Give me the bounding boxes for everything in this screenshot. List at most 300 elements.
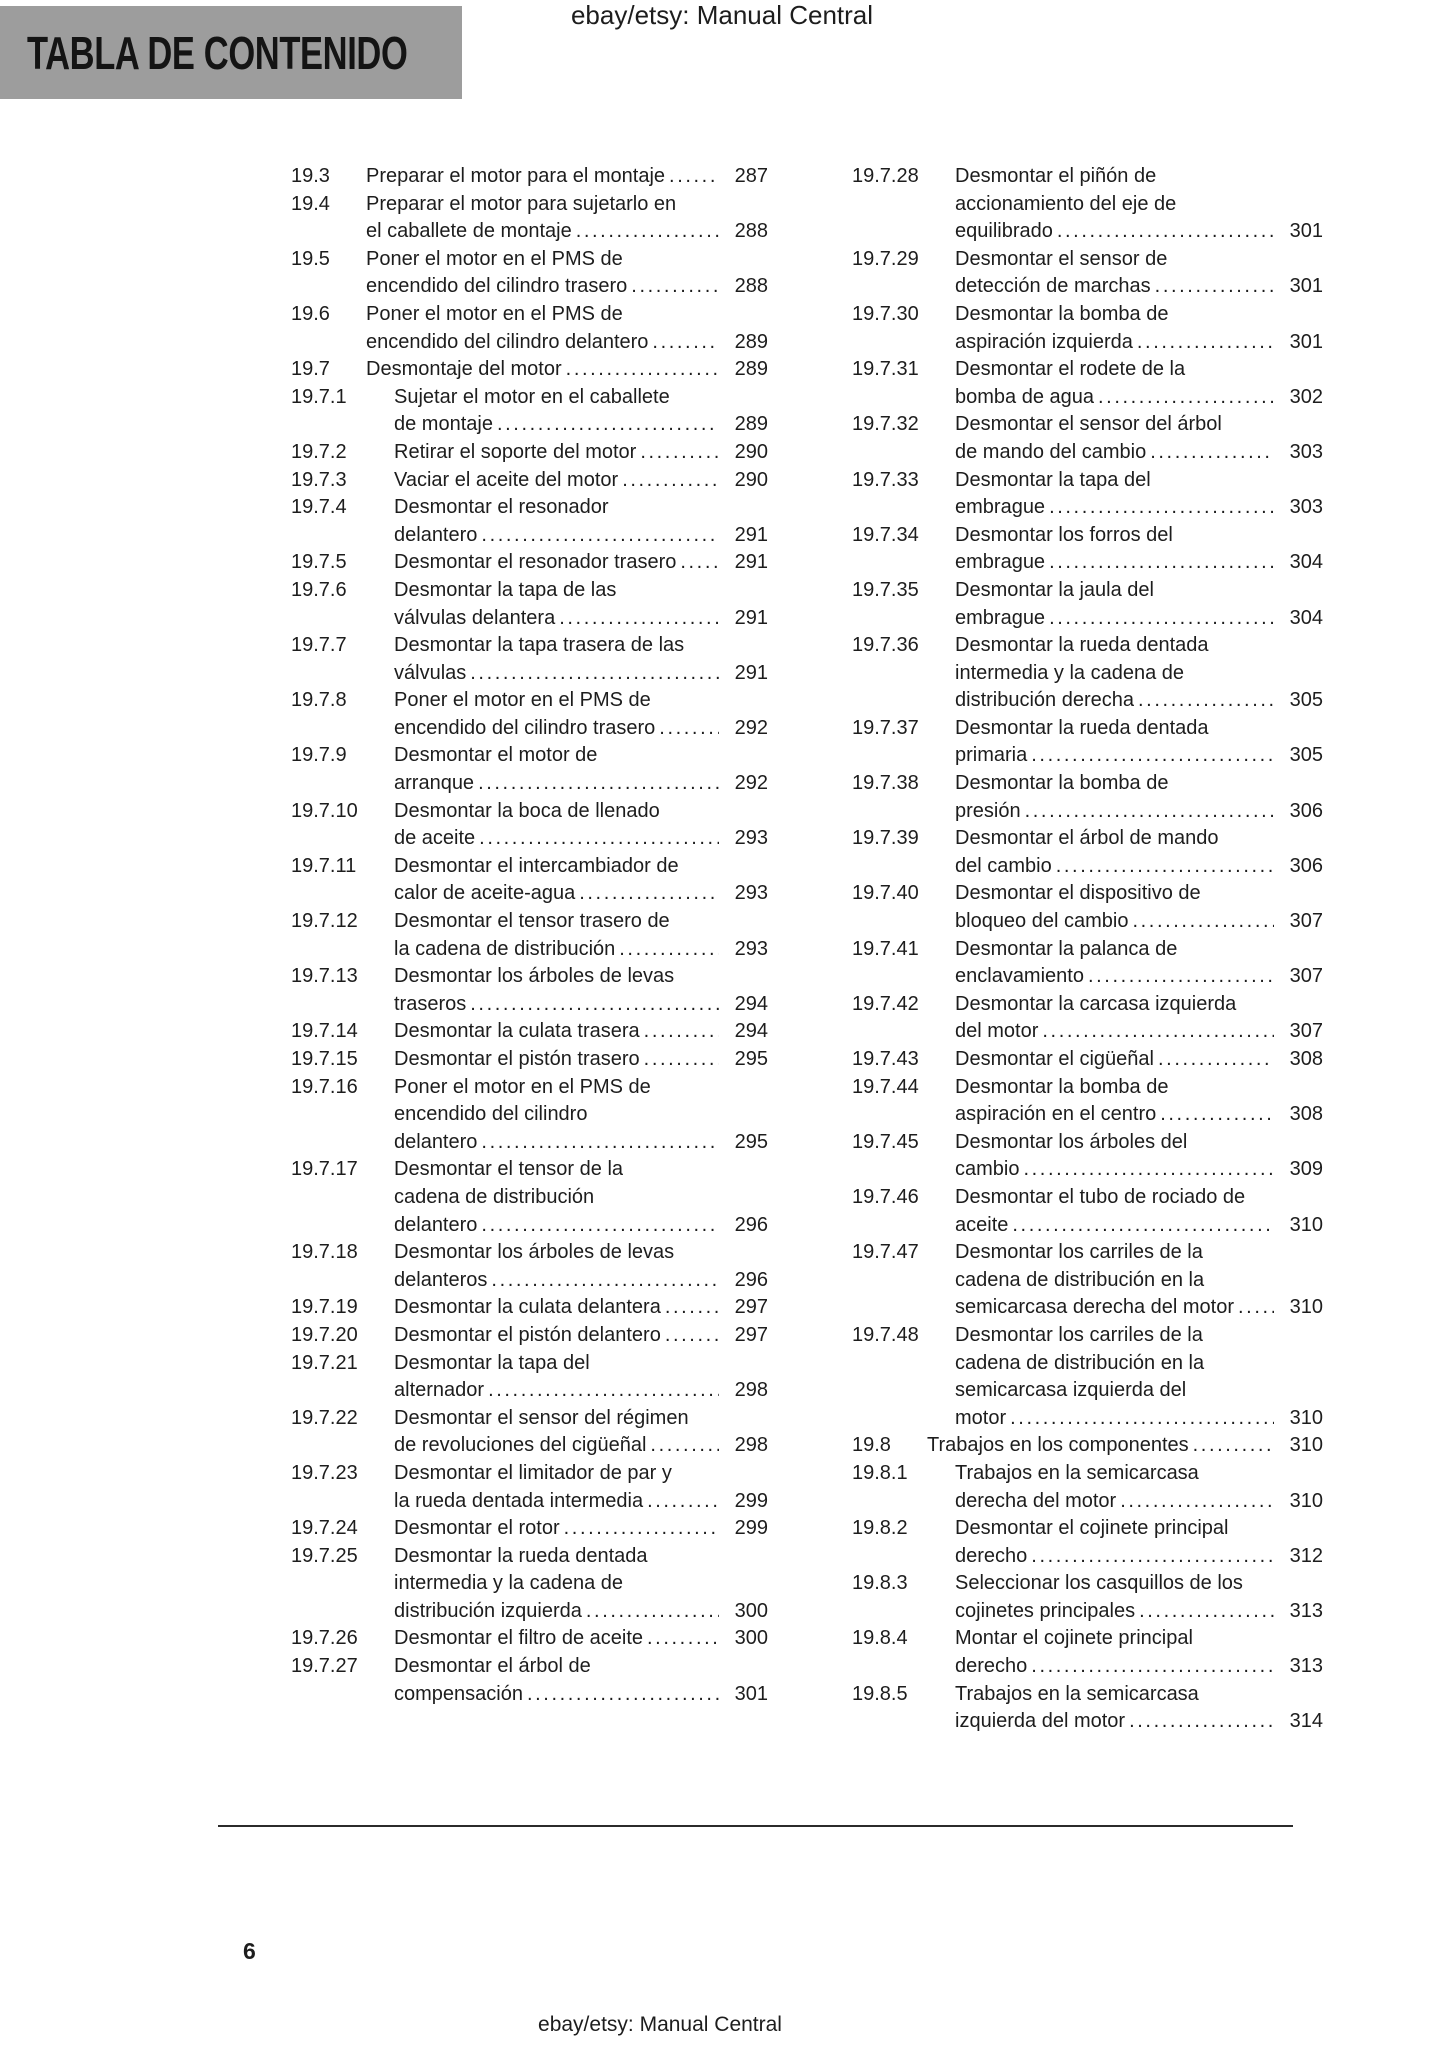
toc-entry: [852, 1322, 1323, 1432]
toc-entry-title-line: Desmontar el tubo de rociado de: [955, 1185, 1246, 1208]
toc-entry-title-line: Seleccionar los casquillos de los: [955, 1572, 1243, 1595]
dot-leader: [652, 329, 719, 357]
toc-entry: [852, 301, 1323, 356]
toc-entry: [291, 1294, 768, 1322]
dot-leader: [1158, 1046, 1274, 1074]
dot-leader: [488, 1377, 719, 1405]
toc-entry-number: 19.7.15: [291, 1048, 358, 1070]
toc-entry: [852, 632, 1323, 715]
toc-entry-page: 293: [734, 882, 768, 905]
toc-entry: [291, 1543, 768, 1626]
dot-leader: [640, 439, 719, 467]
toc-entry-number: 19.7.1: [291, 385, 347, 408]
toc-entry-title: delantero: [394, 523, 478, 546]
toc-entry: [291, 798, 768, 853]
toc-entry-number: 19.7.8: [291, 689, 347, 712]
toc-entry: [852, 770, 1323, 825]
toc-entry-title-line: Desmontar el intercambiador de: [394, 854, 679, 877]
toc-entry-title: del motor: [955, 1020, 1039, 1043]
footer-title: ebay/etsy: Manual Central: [538, 2013, 782, 2036]
toc-entry-title-line: Desmontar los carriles de la: [955, 1241, 1203, 1264]
toc-entry-number: 19.7.11: [291, 854, 357, 877]
dot-leader: [631, 273, 719, 301]
toc-entry-title-line: Desmontar la boca de llenado: [394, 799, 660, 822]
toc-entry-number: 19.7.17: [291, 1158, 358, 1181]
toc-entry-title-line: Poner el motor en el PMS de: [366, 247, 623, 270]
toc-entry-title: arranque: [394, 772, 475, 795]
toc-entry-title: la rueda dentada intermedia: [394, 1489, 644, 1512]
toc-entry: [852, 1681, 1323, 1736]
toc-entry-number: 19.5: [291, 247, 330, 270]
toc-entry: [852, 880, 1323, 935]
toc-entry: [291, 1239, 768, 1294]
toc-entry-number: 19.7.27: [291, 1655, 358, 1678]
toc-entry-title: Desmontar la culata delantera: [394, 1296, 661, 1319]
toc-entry-number: 19.7.48: [852, 1323, 919, 1346]
toc-entry-number: 19.7.29: [852, 247, 919, 270]
toc-entry-title: enclavamiento: [955, 965, 1084, 988]
toc-entry-page: 292: [734, 716, 768, 739]
dot-leader: [481, 1212, 719, 1240]
toc-entry-number: 19.7: [291, 358, 330, 381]
toc-entry-title: Desmontar el resonador trasero: [394, 551, 677, 574]
toc-entry-page: 289: [734, 413, 768, 436]
dot-leader: [1155, 273, 1274, 301]
toc-entry-number: 19.8.3: [852, 1572, 908, 1595]
toc-entry: [852, 1625, 1323, 1680]
toc-entry-page: 314: [1289, 1710, 1323, 1733]
toc-entry-title-line: Desmontar los forros del: [955, 523, 1173, 546]
toc-right-column: [852, 163, 1323, 1736]
toc-entry: [852, 577, 1323, 632]
toc-entry-title: Desmontar el pistón delantero: [394, 1323, 661, 1346]
toc-entry: [291, 963, 768, 1018]
toc-entry-title-line: semicarcasa izquierda del: [955, 1379, 1187, 1402]
toc-entry-title-line: cadena de distribución: [394, 1185, 595, 1208]
toc-entry-title: encendido del cilindro trasero: [394, 716, 656, 739]
toc-entry-page: 302: [1289, 385, 1323, 408]
toc-entry-number: 19.7.43: [852, 1048, 919, 1070]
toc-entry-number: 19.7.14: [291, 1020, 358, 1043]
dot-leader: [579, 880, 719, 908]
toc-entry-title-line: Desmontar la tapa trasera de las: [394, 634, 685, 657]
dot-leader: [586, 1598, 719, 1626]
toc-entry-title: bloqueo del cambio: [955, 910, 1129, 933]
footer-page-number: 6: [243, 1938, 256, 1964]
dot-leader: [497, 411, 719, 439]
toc-entry-title-line: Desmontar el árbol de: [394, 1655, 591, 1678]
dot-leader: [1088, 963, 1274, 991]
toc-entry: [291, 549, 768, 577]
toc-entry-page: 308: [1289, 1048, 1323, 1070]
dot-leader: [650, 1432, 719, 1460]
toc-entry-title: presión: [955, 799, 1021, 822]
toc-entry-title: encendido del cilindro trasero: [366, 275, 628, 298]
toc-entry-page: 298: [734, 1379, 768, 1402]
toc-entry-title-line: Desmontar el piñón de: [955, 165, 1157, 187]
toc-entry-number: 19.6: [291, 302, 330, 325]
toc-entry-number: 19.7.31: [852, 358, 919, 381]
dot-leader: [647, 1625, 719, 1653]
dot-leader: [1049, 605, 1274, 633]
toc-entry-title-line: Desmontar la tapa del: [955, 468, 1151, 491]
toc-entry-title-line: Desmontar el sensor de: [955, 247, 1168, 270]
toc-entry-page: 290: [734, 440, 768, 463]
toc-entry-title: válvulas delantera: [394, 606, 556, 629]
toc-entry: [852, 1184, 1323, 1239]
dot-leader: [659, 715, 719, 743]
toc-entry: [291, 687, 768, 742]
toc-entry-title: traseros: [394, 992, 467, 1015]
toc-entry: [291, 1653, 768, 1708]
toc-entry-title-line: Desmontar el cojinete principal: [955, 1517, 1229, 1540]
toc-entry-page: 298: [734, 1434, 768, 1457]
toc-entry-title-line: Preparar el motor para sujetarlo en: [366, 192, 677, 215]
dot-leader: [1031, 1543, 1274, 1571]
toc-entry-number: 19.7.42: [852, 992, 919, 1015]
footer-divider: [218, 1825, 1293, 1827]
toc-entry-page: 295: [734, 1048, 768, 1070]
toc-entry-title: aspiración en el centro: [955, 1103, 1157, 1126]
toc-entry-page: 304: [1289, 551, 1323, 574]
dot-leader: [1023, 1156, 1274, 1184]
toc-entry-title-line: Desmontar el rodete de la: [955, 358, 1186, 381]
toc-entry-number: 19.7.38: [852, 772, 919, 795]
toc-entry-title-line: Desmontar la tapa del: [394, 1351, 590, 1374]
toc-entry-title: embrague: [955, 606, 1046, 629]
toc-entry-title-line: Desmontar la carcasa izquierda: [955, 992, 1237, 1015]
toc-entry-number: 19.7.40: [852, 882, 919, 905]
toc-entry: [291, 1156, 768, 1239]
dot-leader: [1120, 1488, 1274, 1516]
toc-entry-title: derecha del motor: [955, 1489, 1117, 1512]
toc-entry-title: Desmontar el pistón trasero: [394, 1048, 640, 1070]
toc-entry-title-line: Desmontar la rueda dentada: [955, 634, 1209, 657]
toc-entry: [291, 577, 768, 632]
toc-entry: [852, 246, 1323, 301]
dot-leader: [619, 936, 719, 964]
toc-entry-title: la cadena de distribución: [394, 937, 616, 960]
toc-entry-title: el caballete de montaje: [366, 220, 572, 243]
toc-entry-number: 19.7.16: [291, 1075, 358, 1098]
dot-leader: [1137, 329, 1274, 357]
toc-entry-number: 19.7.45: [852, 1130, 919, 1153]
toc-entry-title-line: Trabajos en la semicarcasa: [955, 1461, 1199, 1484]
toc-entry-page: 296: [734, 1213, 768, 1236]
toc-entry-number: 19.7.10: [291, 799, 358, 822]
toc-entry-page: 310: [1289, 1213, 1323, 1236]
toc-entry: [291, 384, 768, 439]
toc-entry-page: 289: [734, 330, 768, 353]
toc-entry-title-line: cadena de distribución en la: [955, 1268, 1205, 1291]
toc-entry-title: distribución izquierda: [394, 1599, 582, 1622]
dot-leader: [647, 1488, 719, 1516]
toc-entry: [852, 1046, 1323, 1074]
toc-entry-number: 19.7.33: [852, 468, 919, 491]
dot-leader: [669, 163, 719, 191]
toc-entry-number: 19.7.4: [291, 496, 347, 519]
dot-leader: [527, 1681, 719, 1709]
toc-entry: [291, 494, 768, 549]
dot-leader: [644, 1046, 719, 1074]
toc-entry-title-line: Desmontar la rueda dentada: [394, 1544, 648, 1567]
toc-title-box: [0, 6, 462, 99]
toc-entry-page: 294: [734, 992, 768, 1015]
toc-entry-title: calor de aceite-agua: [394, 882, 576, 905]
toc-entry-page: 313: [1289, 1599, 1323, 1622]
toc-entry-number: 19.7.26: [291, 1627, 358, 1650]
dot-leader: [1012, 1212, 1274, 1240]
toc-entry-page: 297: [734, 1323, 768, 1346]
dot-leader: [576, 218, 719, 246]
toc-entry-number: 19.7.21: [291, 1351, 358, 1374]
toc-entry-title-line: encendido del cilindro: [394, 1103, 588, 1126]
dot-leader: [1010, 1405, 1274, 1433]
toc-entry-title: delanteros: [394, 1268, 488, 1291]
toc-entry-title: alternador: [394, 1379, 485, 1402]
toc-entry-title: Desmontar el filtro de aceite: [394, 1627, 644, 1650]
toc-entry-title: Trabajos en los componentes: [927, 1434, 1189, 1457]
dot-leader: [1031, 1653, 1274, 1681]
toc-entry-page: 299: [734, 1517, 768, 1540]
toc-entry: [291, 1350, 768, 1405]
toc-entry-title: del cambio: [955, 854, 1052, 877]
toc-entry-title-line: Desmontar la bomba de: [955, 302, 1169, 325]
dot-leader: [1098, 384, 1274, 412]
dot-leader: [491, 1267, 719, 1295]
toc-entry-page: 310: [1289, 1406, 1323, 1429]
toc-entry-title-line: Desmontar los árboles de levas: [394, 1241, 675, 1264]
toc-entry: [291, 301, 768, 356]
toc-entry-title: de revoluciones del cigüeñal: [394, 1434, 647, 1457]
toc-entry-title-line: Desmontar la rueda dentada: [955, 716, 1209, 739]
toc-entry-page: 297: [734, 1296, 768, 1319]
toc-entry-page: 293: [734, 827, 768, 850]
toc-entry-title: válvulas: [394, 661, 467, 684]
dot-leader: [1150, 439, 1274, 467]
toc-entry: [852, 1239, 1323, 1322]
toc-entry-page: 301: [1289, 330, 1323, 353]
toc-entry-title: Retirar el soporte del motor: [394, 440, 637, 463]
toc-entry-title-line: Desmontar el sensor del árbol: [955, 413, 1222, 436]
toc-entry-title-line: Trabajos en la semicarcasa: [955, 1682, 1199, 1705]
dot-leader: [1049, 549, 1274, 577]
toc-entry-number: 19.7.12: [291, 910, 358, 933]
toc-entry-title-line: Desmontar el limitador de par y: [394, 1461, 672, 1484]
dot-leader: [680, 549, 719, 577]
toc-entry-number: 19.4: [291, 192, 330, 215]
toc-entry-page: 310: [1289, 1489, 1323, 1512]
toc-entry: [291, 1405, 768, 1460]
toc-entry: [291, 1074, 768, 1157]
toc-entry: [852, 1432, 1323, 1460]
toc-entry-number: 19.7.30: [852, 302, 919, 325]
toc-entry-page: 306: [1289, 854, 1323, 877]
toc-entry-page: 308: [1289, 1103, 1323, 1126]
toc-entry-page: 307: [1289, 965, 1323, 988]
toc-entry-page: 304: [1289, 606, 1323, 629]
toc-entry-page: 299: [734, 1489, 768, 1512]
toc-entry-number: 19.7.19: [291, 1296, 358, 1319]
toc-entry-number: 19.7.36: [852, 634, 919, 657]
toc-entry: [852, 825, 1323, 880]
dot-leader: [559, 605, 719, 633]
toc-title: TABLA DE CONTENIDO: [27, 26, 408, 79]
toc-entry-number: 19.7.39: [852, 827, 919, 850]
toc-entry-page: 291: [734, 551, 768, 574]
toc-entry-title: distribución derecha: [955, 689, 1134, 712]
toc-entry-page: 290: [734, 468, 768, 491]
toc-entry-number: 19.7.24: [291, 1517, 358, 1540]
toc-entry-page: 291: [734, 606, 768, 629]
toc-entry-title-line: Desmontar los carriles de la: [955, 1323, 1203, 1346]
toc-entry: [291, 163, 768, 191]
toc-entry: [852, 356, 1323, 411]
toc-entry-title-line: Desmontar el sensor del régimen: [394, 1406, 689, 1429]
toc-entry-page: 288: [734, 275, 768, 298]
toc-entry-number: 19.7.5: [291, 551, 347, 574]
toc-entry-number: 19.8.5: [852, 1682, 908, 1705]
toc-entry-number: 19.8.1: [852, 1461, 908, 1484]
toc-entry-page: 287: [734, 165, 768, 187]
toc-entry-page: 307: [1289, 910, 1323, 933]
toc-entry: [852, 411, 1323, 466]
toc-entry-number: 19.7.46: [852, 1185, 919, 1208]
toc-entry-number: 19.7.32: [852, 413, 919, 436]
toc-entry-title: derecho: [955, 1655, 1028, 1678]
toc-entry-page: 289: [734, 358, 768, 381]
toc-entry-title: Desmontar el cigüeñal: [955, 1048, 1154, 1070]
toc-entry-page: 295: [734, 1130, 768, 1153]
toc-entry-number: 19.3: [291, 165, 330, 187]
toc-entry-number: 19.7.7: [291, 634, 347, 657]
toc-entry-number: 19.8.4: [852, 1627, 908, 1650]
dot-leader: [470, 660, 719, 688]
toc-entry-page: 312: [1289, 1544, 1323, 1567]
toc-entry-number: 19.7.34: [852, 523, 919, 546]
dot-leader: [1049, 494, 1274, 522]
toc-entry: [852, 163, 1323, 246]
toc-entry: [852, 1515, 1323, 1570]
dot-leader: [1160, 1101, 1274, 1129]
toc-entry-number: 19.7.28: [852, 165, 919, 187]
toc-entry-number: 19.7.6: [291, 578, 347, 601]
toc-entry-title: de mando del cambio: [955, 440, 1147, 463]
toc-entry: [852, 467, 1323, 522]
toc-entry: [852, 1074, 1323, 1129]
toc-entry-page: 310: [1289, 1434, 1323, 1457]
dot-leader: [1238, 1294, 1274, 1322]
toc-entry-title-line: Desmontar la jaula del: [955, 578, 1154, 601]
toc-entry-page: 296: [734, 1268, 768, 1291]
toc-entry-title: de aceite: [394, 827, 476, 850]
toc-entry-number: 19.7.3: [291, 468, 347, 491]
toc-entry-title: compensación: [394, 1682, 523, 1705]
toc-entry: [291, 742, 768, 797]
toc-entry-number: 19.7.37: [852, 716, 919, 739]
toc-entry-title-line: Desmontar el tensor de la: [394, 1158, 624, 1181]
toc-entry-page: 306: [1289, 799, 1323, 822]
toc-entry-title: equilibrado: [955, 220, 1053, 243]
dot-leader: [1129, 1708, 1274, 1736]
toc-entry: [291, 1322, 768, 1350]
toc-entry-page: 310: [1289, 1296, 1323, 1319]
toc-entry-page: 300: [734, 1627, 768, 1650]
toc-entry-number: 19.7.20: [291, 1323, 358, 1346]
toc-entry-page: 309: [1289, 1158, 1323, 1181]
toc-entry: [291, 356, 768, 384]
toc-entry-number: 19.7.18: [291, 1241, 358, 1264]
toc-entry-title: Preparar el motor para el montaje: [366, 165, 666, 187]
dot-leader: [1193, 1432, 1274, 1460]
toc-entry-title: Desmontaje del motor: [366, 358, 562, 381]
toc-entry-number: 19.7.13: [291, 965, 358, 988]
toc-entry-title: izquierda del motor: [955, 1710, 1126, 1733]
toc-entry: [291, 191, 768, 246]
toc-entry-title: Vaciar el aceite del motor: [394, 468, 619, 491]
toc-entry: [291, 1460, 768, 1515]
toc-entry: [852, 1460, 1323, 1515]
toc-entry-title: detección de marchas: [955, 275, 1151, 298]
dot-leader: [564, 1515, 719, 1543]
dot-leader: [481, 1129, 719, 1157]
toc-entry-title-line: Desmontar los árboles del: [955, 1130, 1188, 1153]
toc-entry-title-line: intermedia y la cadena de: [955, 661, 1185, 684]
dot-leader: [481, 522, 719, 550]
toc-entry: [291, 853, 768, 908]
toc-entry: [291, 439, 768, 467]
toc-entry-title-line: Desmontar el resonador: [394, 496, 609, 519]
toc-entry-number: 19.7.35: [852, 578, 919, 601]
toc-entry-title: aceite: [955, 1213, 1009, 1236]
toc-entry-title-line: Sujetar el motor en el caballete: [394, 385, 670, 408]
toc-entry-title-line: accionamiento del eje de: [955, 192, 1177, 215]
toc-entry-title-line: Desmontar la palanca de: [955, 937, 1178, 960]
toc-entry: [291, 467, 768, 495]
toc-entry: [852, 1570, 1323, 1625]
toc-entry-title-line: Desmontar el motor de: [394, 744, 598, 767]
toc-entry-title: encendido del cilindro delantero: [366, 330, 649, 353]
toc-entry-title-line: Desmontar los árboles de levas: [394, 965, 675, 988]
toc-entry-title-line: intermedia y la cadena de: [394, 1572, 624, 1595]
toc-entry-title: embrague: [955, 551, 1046, 574]
toc-entry-page: 288: [734, 220, 768, 243]
toc-entry: [291, 1625, 768, 1653]
toc-entry: [852, 1129, 1323, 1184]
toc-entry-page: 305: [1289, 744, 1323, 767]
toc-entry-number: 19.7.9: [291, 744, 347, 767]
toc-entry: [852, 715, 1323, 770]
toc-entry-title: embrague: [955, 496, 1046, 519]
toc-entry-page: 291: [734, 523, 768, 546]
toc-entry-page: 301: [1289, 275, 1323, 298]
toc-entry-title: de montaje: [394, 413, 493, 436]
toc-entry-page: 294: [734, 1020, 768, 1043]
toc-entry-number: 19.7.22: [291, 1406, 358, 1429]
dot-leader: [1025, 798, 1274, 826]
toc-entry-title-line: Montar el cojinete principal: [955, 1627, 1193, 1650]
toc-entry-title-line: Desmontar la bomba de: [955, 772, 1169, 795]
toc-entry: [291, 246, 768, 301]
toc-entry-page: 293: [734, 937, 768, 960]
dot-leader: [622, 467, 719, 495]
toc-entry-page: 307: [1289, 1020, 1323, 1043]
toc-entry: [852, 991, 1323, 1046]
toc-entry-title: Desmontar la culata trasera: [394, 1020, 640, 1043]
toc-entry-title-line: Desmontar la tapa de las: [394, 578, 617, 601]
dot-leader: [1132, 908, 1274, 936]
toc-entry: [291, 1046, 768, 1074]
